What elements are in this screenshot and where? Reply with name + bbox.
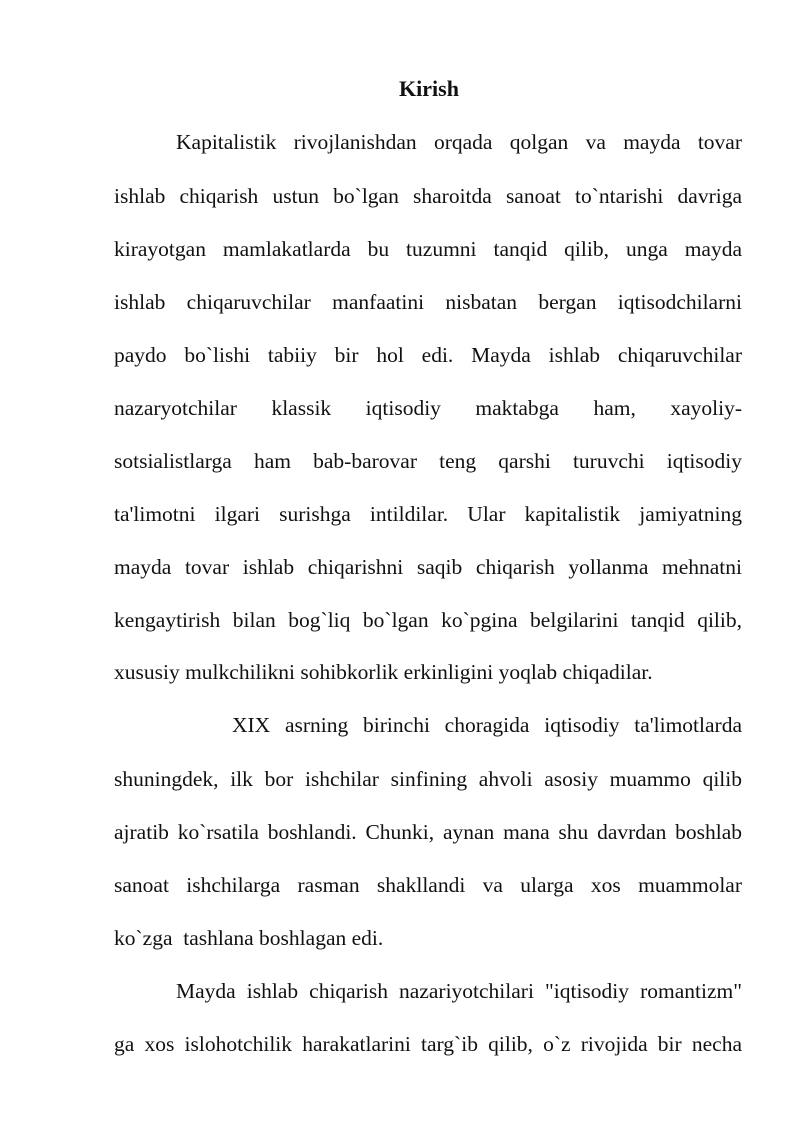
text-line: ishlab chiqarish ustun bo`lgan sharoitda sanoat to`ntarishi davriga: [114, 184, 742, 208]
text-line: XIX asrning birinchi choragida iqtisodiy ta'limotlarda: [232, 713, 742, 737]
text-line: ta'limotni ilgari surishga intildilar. Ular kapitalistik jamiyatning: [114, 502, 742, 526]
text-line: kirayotgan mamlakatlarda bu tuzumni tanqid qilib, unga mayda: [114, 237, 742, 261]
text-line: Mayda ishlab chiqarish nazariyotchilari "iqtisodiy romantizm": [176, 979, 742, 1003]
text-line: kengaytirish bilan bog`liq bo`lgan ko`pgina belgilarini tanqid qilib,: [114, 608, 742, 632]
text-line: nazaryotchilar klassik iqtisodiy maktabga ham, xayoliy-: [114, 396, 742, 420]
text-line: ajratib ko`rsatila boshlandi. Chunki, aynan mana shu davrdan boshlab: [114, 820, 742, 844]
text-line: sanoat ishchilarga rasman shakllandi va ularga xos muammolar: [114, 873, 742, 897]
page-title: Kirish: [399, 76, 459, 101]
text-line: ishlab chiqaruvchilar manfaatini nisbatan bergan iqtisodchilarni: [114, 290, 742, 314]
text-line: ko`zga tashlana boshlagan edi.: [114, 926, 384, 950]
text-line: mayda tovar ishlab chiqarishni saqib chiqarish yollanma mehnatni: [114, 555, 742, 579]
text-line: paydo bo`lishi tabiiy bir hol edi. Mayda ishlab chiqaruvchilar: [114, 343, 742, 367]
text-line: sotsialistlarga ham bab-barovar teng qarshi turuvchi iqtisodiy: [114, 449, 742, 473]
text-line: ga xos islohotchilik harakatlarini targ`ib qilib, o`z rivojida bir necha: [114, 1032, 742, 1056]
text-line: shuningdek, ilk bor ishchilar sinfining ahvoli asosiy muammo qilib: [114, 767, 742, 791]
text-line: xususiy mulkchilikni sohibkorlik erkinligini yoqlab chiqadilar.: [114, 660, 653, 684]
text-line: Kapitalistik rivojlanishdan orqada qolgan va mayda tovar: [176, 130, 742, 154]
